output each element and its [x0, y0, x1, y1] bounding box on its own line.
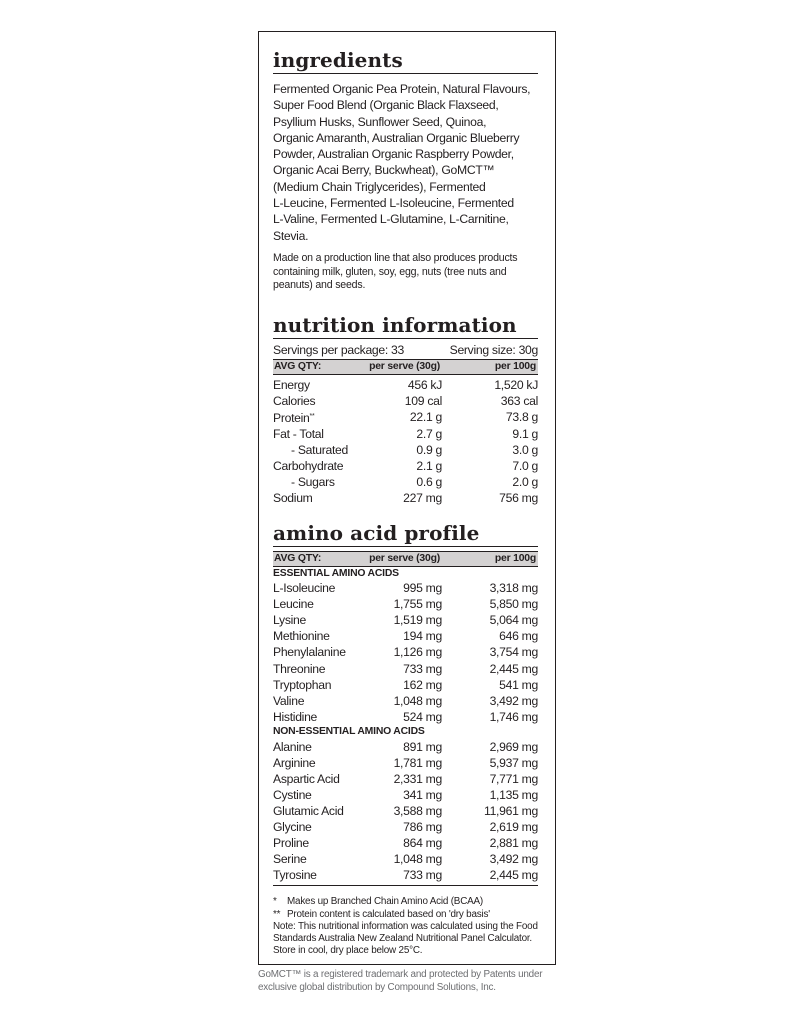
- row-name: Histidine: [273, 709, 318, 724]
- header-per-100g: per 100g: [494, 360, 536, 372]
- row-per-100g: 7,771 mg: [489, 771, 538, 786]
- ingredients-line: Powder, Australian Organic Raspberry Powder,: [273, 147, 514, 162]
- row-per-serve: 891 mg: [403, 739, 442, 754]
- calculation-note-line: Note: This nutritional information was calculated using the Food: [273, 920, 538, 932]
- nutrition-title: nutrition information: [273, 313, 538, 339]
- row-name: Aspartic Acid: [273, 771, 340, 786]
- row-per-100g: 7.0 g: [512, 459, 538, 474]
- nutrition-label-panel: [258, 31, 556, 965]
- row-per-serve: 456 kJ: [407, 377, 442, 392]
- table-row: [273, 693, 538, 709]
- ingredients-title: ingredients: [273, 48, 538, 74]
- table-row: [273, 426, 538, 442]
- row-per-100g: 541 mg: [499, 677, 538, 692]
- row-per-serve: 1,519 mg: [393, 613, 442, 628]
- row-per-serve: 1,048 mg: [393, 693, 442, 708]
- table-row: [273, 442, 538, 458]
- row-name: Glycine: [273, 820, 312, 834]
- row-name: Phenylalanine: [273, 645, 346, 660]
- row-per-serve: 3,588 mg: [393, 803, 442, 818]
- table-row: [273, 803, 538, 819]
- row-name: Carbohydrate: [273, 459, 344, 474]
- ingredients-list: [273, 81, 538, 244]
- row-per-100g: 2,445 mg: [489, 868, 538, 883]
- protein-footnote-mark: **: [273, 908, 281, 920]
- nonessential-amino-label: NON-ESSENTIAL AMINO ACIDS: [273, 725, 425, 737]
- row-per-100g: 1,746 mg: [489, 709, 538, 724]
- row-per-serve: 2.7 g: [416, 427, 442, 442]
- row-per-100g: 2,619 mg: [489, 820, 538, 834]
- protein-footnote-text: Protein content is calculated based on 'dry basis': [287, 908, 490, 920]
- row-per-100g: 5,064 mg: [489, 613, 538, 628]
- table-row: [273, 628, 538, 644]
- footnotes: [273, 896, 538, 957]
- header-avg-qty: AVG QTY:: [274, 360, 322, 372]
- row-name: Serine: [273, 852, 307, 867]
- row-per-serve: 227 mg: [403, 491, 442, 506]
- row-per-100g: 756 mg: [499, 491, 538, 506]
- row-per-100g: 646 mg: [499, 629, 538, 644]
- trademark-line: exclusive global distribution by Compound Solutions, Inc.: [258, 981, 496, 993]
- row-name: - Sugars: [291, 475, 335, 490]
- row-per-serve: 162 mg: [403, 677, 442, 692]
- row-per-100g: 3,318 mg: [489, 581, 538, 596]
- row-name: Alanine: [273, 739, 312, 754]
- trademark-line: GoMCT™ is a registered trademark and protected by Patents under: [258, 969, 543, 980]
- row-per-100g: 2,969 mg: [489, 739, 538, 754]
- row-name-cell: [273, 409, 356, 426]
- allergen-statement: [273, 252, 538, 293]
- row-per-serve: 194 mg: [403, 629, 442, 644]
- row-name: Lysine: [273, 613, 306, 628]
- row-per-100g: 9.1 g: [512, 427, 538, 442]
- row-name: Threonine: [273, 661, 326, 676]
- ingredients-line: (Medium Chain Triglycerides), Fermented: [273, 179, 486, 194]
- row-name: Valine: [273, 693, 305, 708]
- row-name: L-Isoleucine: [273, 581, 336, 596]
- table-row: [273, 490, 538, 506]
- ingredients-line: Super Food Blend (Organic Black Flaxseed,: [273, 98, 499, 113]
- row-name: Tyrosine: [273, 868, 317, 883]
- calculation-note-line: Standards Australia New Zealand Nutritional Panel Calculator.: [273, 932, 532, 944]
- table-row: [273, 596, 538, 612]
- row-name: Proline: [273, 836, 309, 851]
- row-per-100g: 2,445 mg: [489, 661, 538, 676]
- amino-table-header: [273, 551, 538, 567]
- row-per-serve: 524 mg: [403, 709, 442, 724]
- row-name: Protein: [273, 410, 310, 425]
- row-per-serve: 22.1 g: [409, 409, 442, 424]
- row-per-100g: 11,961 mg: [484, 803, 538, 818]
- table-row: [273, 709, 538, 725]
- serving-size: Serving size: 30g: [449, 342, 538, 357]
- row-name: - Saturated: [291, 443, 348, 458]
- ingredients-line: Organic Acai Berry, Buckwheat), GoMCT™: [273, 163, 495, 178]
- row-per-serve: 0.9 g: [416, 443, 442, 458]
- row-name: Energy: [273, 377, 310, 392]
- row-per-serve: 1,781 mg: [393, 755, 442, 770]
- row-name: Fat - Total: [273, 427, 324, 442]
- header-avg-qty: AVG QTY:: [274, 552, 322, 564]
- table-row: [273, 612, 538, 628]
- table-row: [273, 819, 538, 835]
- nonessential-amino-list: [273, 739, 538, 887]
- row-per-serve: 1,048 mg: [393, 852, 442, 867]
- bcaa-footnote-mark: *: [273, 896, 277, 908]
- row-per-serve: 864 mg: [403, 836, 442, 851]
- table-row: [273, 755, 538, 771]
- row-per-serve: 341 mg: [403, 787, 442, 802]
- table-row: [273, 644, 538, 660]
- nutrition-table-header: [273, 359, 538, 375]
- table-row: [273, 867, 538, 883]
- row-per-serve: 109 cal: [404, 393, 442, 408]
- row-per-100g: 3,492 mg: [489, 852, 538, 867]
- ingredients-line: Psyllium Husks, Sunflower Seed, Quinoa,: [273, 114, 487, 129]
- row-per-100g: 73.8 g: [505, 409, 538, 424]
- servings-per-package: Servings per package: 33: [273, 342, 405, 357]
- table-row: [273, 771, 538, 787]
- ingredients-line: Fermented Organic Pea Protein, Natural Flavours,: [273, 82, 531, 96]
- row-per-serve: 2.1 g: [416, 459, 442, 474]
- table-row: [273, 393, 538, 409]
- table-row: [273, 409, 538, 426]
- row-per-serve: 995 mg: [403, 581, 442, 596]
- allergen-line: Made on a production line that also produces products: [273, 251, 518, 264]
- table-row: [273, 835, 538, 851]
- row-per-serve: 0.6 g: [416, 475, 442, 490]
- row-name: Leucine: [273, 597, 314, 612]
- row-per-serve: 733 mg: [403, 868, 442, 883]
- header-per-100g: per 100g: [494, 552, 536, 564]
- row-per-100g: 3,492 mg: [489, 693, 538, 708]
- row-name: Sodium: [273, 491, 313, 506]
- row-per-100g: 3,754 mg: [489, 645, 538, 660]
- servings-row: [273, 342, 538, 358]
- allergen-line: peanuts) and seeds.: [273, 279, 366, 292]
- row-name: Glutamic Acid: [273, 803, 344, 818]
- bcaa-footnote: [273, 896, 538, 908]
- row-name: Calories: [273, 393, 316, 408]
- table-row: [273, 474, 538, 490]
- ingredients-line: L-Valine, Fermented L-Glutamine, L-Carnitine,: [273, 212, 509, 227]
- table-row: [273, 580, 538, 596]
- row-per-100g: 2.0 g: [512, 475, 538, 490]
- row-per-serve: 786 mg: [403, 820, 442, 834]
- table-row: [273, 739, 538, 755]
- row-name: Methionine: [273, 629, 330, 644]
- table-row: [273, 677, 538, 693]
- row-name: Tryptophan: [273, 677, 332, 692]
- row-per-100g: 1,135 mg: [489, 787, 538, 802]
- table-row: [273, 458, 538, 474]
- trademark-note: [258, 969, 558, 994]
- protein-footnote-mark: **: [309, 412, 315, 420]
- row-per-serve: 733 mg: [403, 661, 442, 676]
- ingredients-line: Organic Amaranth, Australian Organic Blueberry: [273, 130, 520, 145]
- row-name: Arginine: [273, 755, 316, 770]
- essential-amino-label: ESSENTIAL AMINO ACIDS: [273, 567, 399, 579]
- amino-acid-title: amino acid profile: [273, 521, 538, 547]
- header-per-serve: per serve (30g): [369, 360, 440, 372]
- nutrition-table-body: [273, 377, 538, 507]
- table-row: [273, 851, 538, 867]
- table-row: [273, 377, 538, 393]
- row-per-100g: 5,850 mg: [489, 597, 538, 612]
- row-name: Cystine: [273, 787, 312, 802]
- ingredients-line: Stevia.: [273, 228, 309, 243]
- table-row: [273, 787, 538, 803]
- row-per-100g: 3.0 g: [512, 443, 538, 458]
- row-per-100g: 1,520 kJ: [494, 377, 538, 392]
- header-per-serve: per serve (30g): [369, 552, 440, 564]
- protein-footnote: [273, 909, 538, 921]
- allergen-line: containing milk, gluten, soy, egg, nuts (tree nuts and: [273, 265, 507, 278]
- row-per-100g: 5,937 mg: [489, 755, 538, 770]
- row-per-100g: 2,881 mg: [489, 836, 538, 851]
- row-per-100g: 363 cal: [500, 393, 538, 408]
- row-per-serve: 1,126 mg: [393, 645, 442, 660]
- ingredients-line: L-Leucine, Fermented L-Isoleucine, Fermented: [273, 196, 514, 211]
- bcaa-footnote-text: Makes up Branched Chain Amino Acid (BCAA): [287, 896, 483, 908]
- table-row: [273, 661, 538, 677]
- essential-amino-list: [273, 580, 538, 725]
- storage-note: Store in cool, dry place below 25°C.: [273, 945, 423, 957]
- row-per-serve: 1,755 mg: [393, 597, 442, 612]
- row-per-serve: 2,331 mg: [393, 771, 442, 786]
